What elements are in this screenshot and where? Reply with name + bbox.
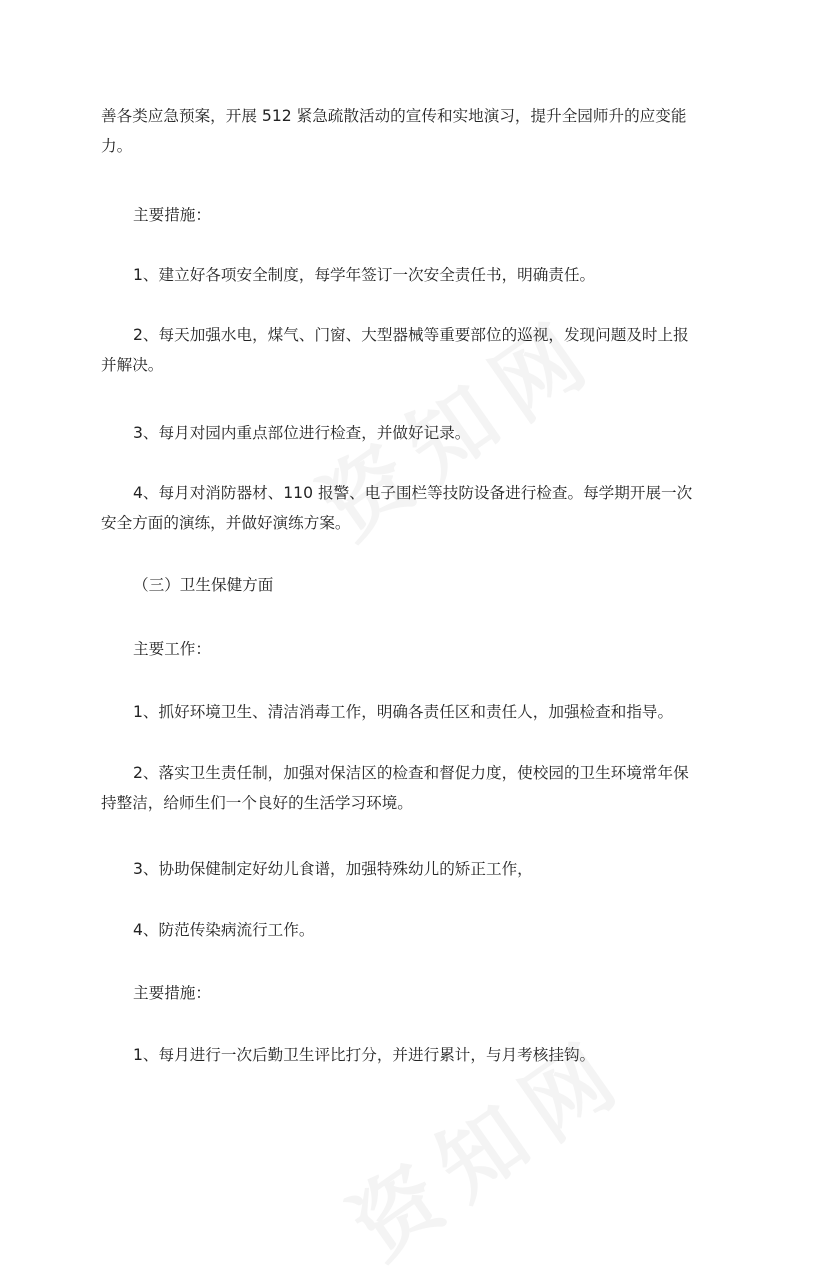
text-line: 主要措施： [133, 206, 211, 224]
heading-main-work [101, 634, 773, 664]
paragraph-measure-4 [101, 478, 741, 538]
text-line: 3、协助保健制定好幼儿食谱，加强特殊幼儿的矫正工作， [133, 860, 533, 878]
paragraph-intro-continuation [101, 101, 741, 161]
text-line: 4、每月对消防器材、110 报警、电子围栏等技防设备进行检查。每学期开展一次 [133, 484, 693, 502]
text-line: 1、抓好环境卫生、清洁消毒工作，明确各责任区和责任人，加强检查和指导。 [133, 703, 674, 721]
text-line: 1、每月进行一次后勤卫生评比打分，并进行累计，与月考核挂钩。 [133, 1046, 596, 1064]
paragraph-measure-3 [101, 418, 773, 448]
text-line: 3、每月对园内重点部位进行检查，并做好记录。 [133, 424, 471, 442]
text-line: 4、防范传染病流行工作。 [133, 921, 315, 939]
heading-main-measures-2 [101, 978, 773, 1008]
text-line: 善各类应急预案，开展 512 紧急疏散活动的宣传和实地演习，提升全园师升的应变能 [101, 107, 687, 125]
paragraph-work-3 [101, 854, 773, 884]
paragraph-measure-b-1 [101, 1040, 773, 1070]
text-line: 并解决。 [101, 356, 164, 374]
text-line: 持整洁，给师生们一个良好的生活学习环境。 [101, 794, 413, 812]
heading-main-measures [101, 200, 773, 230]
section-title-health [101, 570, 773, 600]
text-line: 力。 [101, 137, 133, 155]
text-line: （三）卫生保健方面 [133, 576, 274, 594]
text-line: 2、每天加强水电，煤气、门窗、大型器械等重要部位的巡视，发现问题及时上报 [133, 326, 689, 344]
paragraph-measure-2 [101, 320, 741, 380]
text-line: 主要工作： [133, 640, 211, 658]
paragraph-work-4 [101, 915, 773, 945]
text-line: 1、建立好各项安全制度，每学年签订一次安全责任书，明确责任。 [133, 266, 596, 284]
text-line: 安全方面的演练，并做好演练方案。 [101, 514, 351, 532]
paragraph-work-2 [101, 758, 741, 818]
text-line: 2、落实卫生责任制，加强对保洁区的检查和督促力度，使校园的卫生环境常年保 [133, 764, 689, 782]
paragraph-measure-1 [101, 260, 773, 290]
paragraph-work-1 [101, 697, 773, 727]
text-line: 主要措施： [133, 984, 211, 1002]
